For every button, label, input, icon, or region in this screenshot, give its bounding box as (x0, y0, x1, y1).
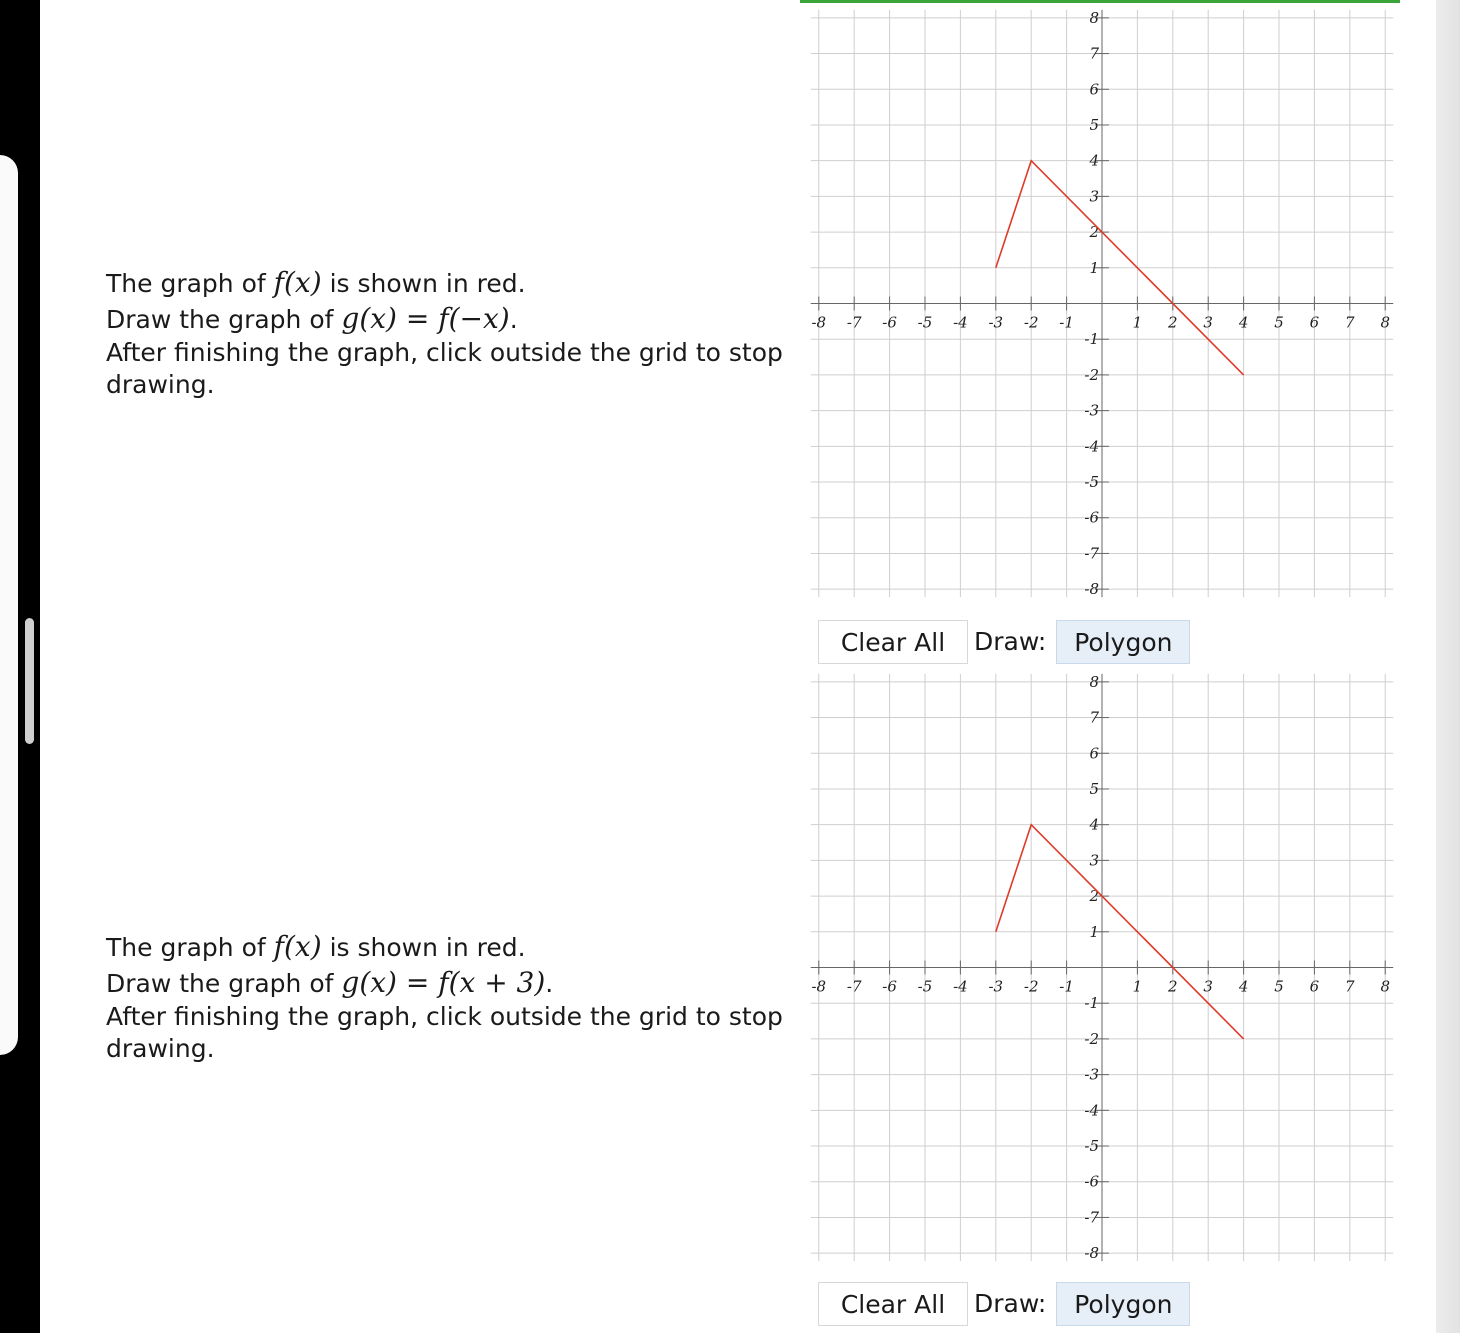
x-tick-label: -8 (811, 313, 827, 332)
y-tick-label: 1 (1089, 922, 1099, 941)
y-tick-label: -2 (1084, 1029, 1099, 1048)
problem-line-1: The graph of f(x) is shown in red. (106, 266, 526, 299)
y-tick-label: -3 (1084, 1065, 1099, 1084)
resize-handle[interactable] (25, 618, 34, 744)
x-tick-label: -6 (882, 977, 897, 996)
problem-line-2: Draw the graph of g(x) = f(x + 3). (106, 966, 554, 999)
left-sidebar (0, 0, 40, 1333)
graph-2-canvas[interactable] (803, 666, 1401, 1269)
y-tick-label: -1 (1084, 994, 1099, 1013)
x-tick-label: 1 (1132, 313, 1143, 332)
polygon-mode-button[interactable]: Polygon (1056, 620, 1190, 664)
problem-1-text (106, 265, 786, 401)
x-tick-label: 3 (1203, 977, 1213, 996)
x-tick-label: 7 (1345, 977, 1355, 996)
y-tick-label: 3 (1089, 851, 1099, 870)
y-tick-label: -3 (1084, 401, 1099, 420)
clear-all-button[interactable]: Clear All (818, 620, 968, 664)
x-tick-label: -7 (846, 313, 862, 332)
x-tick-label: 8 (1380, 977, 1390, 996)
y-tick-label: -8 (1084, 580, 1099, 599)
y-tick-label: 8 (1089, 672, 1099, 691)
x-tick-label: 7 (1345, 313, 1355, 332)
x-tick-label: 4 (1238, 313, 1249, 332)
graph-2[interactable] (803, 666, 1401, 1269)
g-expression: g(x) = f(−x) (341, 302, 510, 335)
x-tick-label: 6 (1309, 313, 1320, 332)
x-tick-label: 2 (1168, 313, 1178, 332)
x-tick-label: -1 (1059, 313, 1074, 332)
x-tick-label: -3 (988, 977, 1004, 996)
x-tick-label: 5 (1274, 977, 1284, 996)
fx-math: f(x) (273, 266, 322, 299)
y-tick-label: 4 (1089, 151, 1099, 170)
instruction-text: After finishing the graph, click outside the grid to stop drawing. (106, 338, 783, 399)
toolbar-2 (818, 1282, 1190, 1326)
x-tick-label: -7 (846, 977, 862, 996)
problem-line-2: Draw the graph of g(x) = f(−x). (106, 302, 518, 335)
y-tick-label: 2 (1089, 223, 1099, 242)
instruction-text: After finishing the graph, click outside the grid to stop drawing. (106, 1002, 783, 1063)
y-tick-label: 6 (1089, 80, 1099, 99)
toolbar-1 (818, 620, 1190, 664)
x-tick-label: 5 (1274, 313, 1284, 332)
y-tick-label: -1 (1084, 330, 1099, 349)
x-tick-label: 1 (1132, 977, 1143, 996)
y-tick-label: 6 (1089, 744, 1099, 763)
y-tick-label: -2 (1084, 365, 1099, 384)
x-tick-label: -6 (882, 313, 897, 332)
draw-label: Draw: (974, 627, 1047, 656)
y-tick-label: 2 (1089, 887, 1099, 906)
y-tick-label: 7 (1089, 708, 1099, 727)
y-tick-label: 1 (1089, 258, 1099, 277)
scrollbar[interactable] (1436, 0, 1460, 1333)
y-tick-label: -4 (1084, 1101, 1099, 1120)
x-tick-label: -5 (917, 977, 933, 996)
y-tick-label: -5 (1084, 473, 1099, 492)
x-tick-label: 6 (1309, 977, 1320, 996)
y-tick-label: 3 (1089, 187, 1099, 206)
problem-line-1: The graph of f(x) is shown in red. (106, 930, 526, 963)
y-tick-label: -8 (1084, 1244, 1099, 1263)
y-tick-label: -7 (1084, 544, 1099, 563)
problem-2-text (106, 929, 786, 1065)
x-tick-label: 3 (1203, 313, 1213, 332)
y-tick-label: 4 (1089, 815, 1099, 834)
y-tick-label: 5 (1089, 115, 1099, 134)
x-tick-label: -4 (953, 313, 968, 332)
x-tick-label: -4 (953, 977, 968, 996)
x-tick-label: 4 (1238, 977, 1249, 996)
sidebar-tab (0, 155, 18, 1055)
g-expression: g(x) = f(x + 3) (341, 966, 546, 999)
x-tick-label: -5 (917, 313, 933, 332)
clear-all-button[interactable]: Clear All (818, 1282, 968, 1326)
polygon-mode-button[interactable]: Polygon (1056, 1282, 1190, 1326)
graph-1-canvas[interactable] (803, 2, 1401, 605)
x-tick-label: -3 (988, 313, 1004, 332)
x-tick-label: -1 (1059, 977, 1074, 996)
y-tick-label: -5 (1084, 1137, 1099, 1156)
x-tick-label: 2 (1168, 977, 1178, 996)
y-tick-label: -4 (1084, 437, 1099, 456)
x-tick-label: -8 (811, 977, 827, 996)
y-tick-label: -6 (1084, 508, 1099, 527)
y-tick-label: 5 (1089, 779, 1099, 798)
x-tick-label: -2 (1023, 977, 1039, 996)
graph-1[interactable] (803, 2, 1401, 605)
x-tick-label: 8 (1380, 313, 1390, 332)
y-tick-label: 7 (1089, 44, 1099, 63)
y-tick-label: -7 (1084, 1208, 1099, 1227)
x-tick-label: -2 (1023, 313, 1039, 332)
y-tick-label: -6 (1084, 1172, 1099, 1191)
draw-label: Draw: (974, 1289, 1047, 1318)
y-tick-label: 8 (1089, 8, 1099, 27)
fx-math: f(x) (273, 930, 322, 963)
